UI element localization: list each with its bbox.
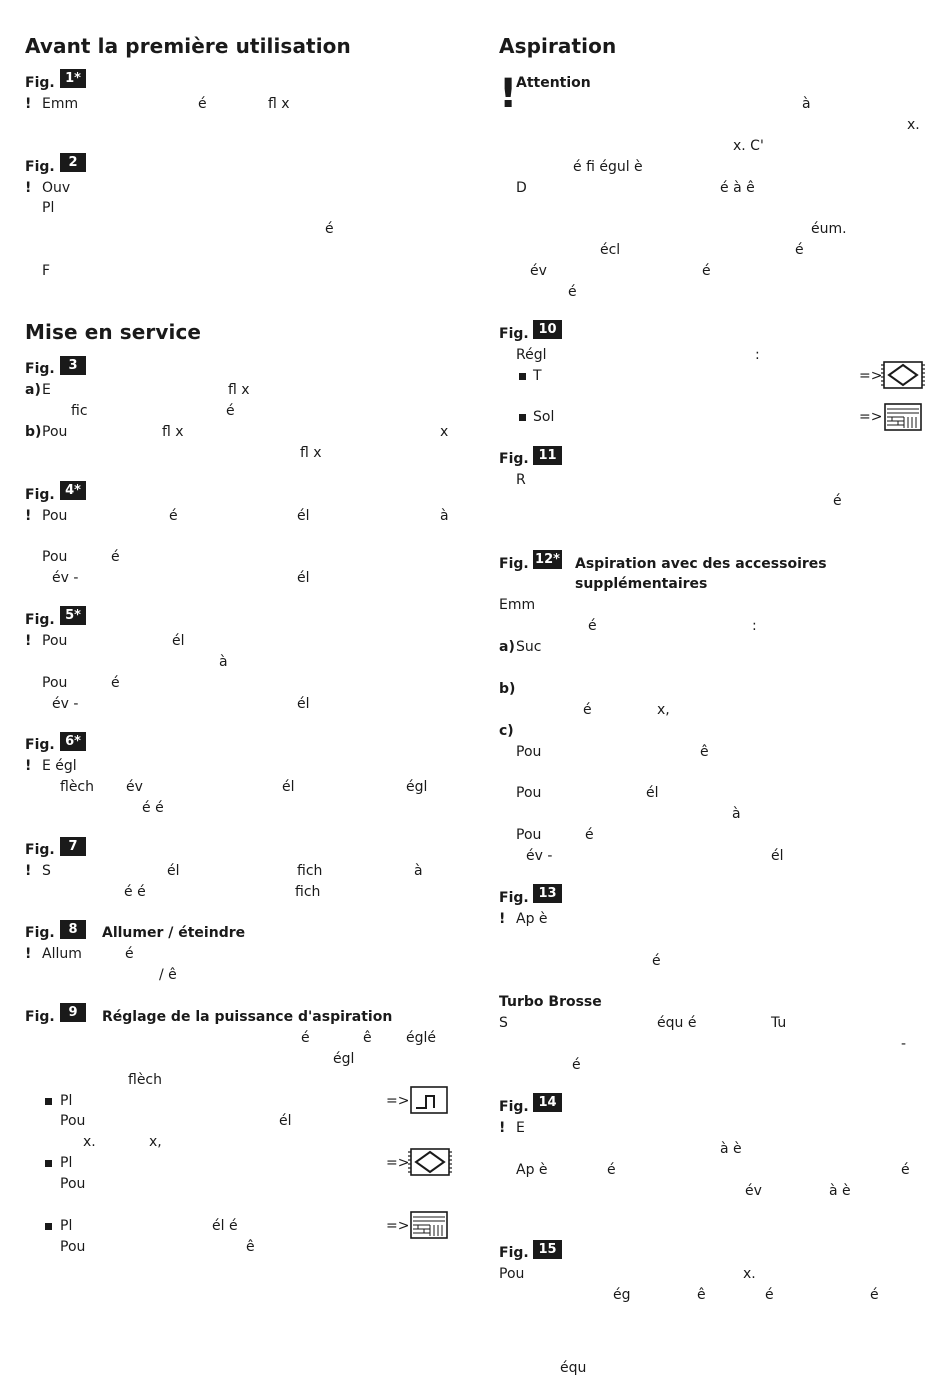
text-fragment: é: [572, 1057, 581, 1073]
text-fragment: é: [833, 493, 842, 509]
fig-number-8: 8: [60, 920, 86, 939]
warning-mark: !: [25, 758, 32, 774]
warning-mark: !: [499, 1120, 506, 1136]
item-c: c): [499, 723, 514, 739]
text-fragment: fl x: [268, 96, 290, 112]
text-fragment: S: [42, 863, 51, 879]
text-fragment: fich: [297, 863, 323, 879]
heading-mise-en-service: Mise en service: [25, 320, 202, 344]
text-fragment: égl: [406, 779, 428, 795]
fig-label: Fig.: [499, 326, 529, 342]
text-fragment: fich: [295, 884, 321, 900]
text-fragment: S: [499, 1015, 508, 1031]
item-a: a): [499, 639, 515, 655]
text-fragment: =>: [386, 1218, 410, 1234]
text-fragment: Tu: [771, 1015, 787, 1031]
text-fragment: équ é: [657, 1015, 697, 1031]
bullet: [45, 1098, 52, 1105]
text-fragment: é: [585, 827, 594, 843]
fig-label: Fig.: [25, 1009, 55, 1025]
text-fragment: Pou: [516, 785, 542, 801]
fig-label: Fig.: [499, 556, 529, 572]
text-fragment: écl: [600, 242, 621, 258]
text-fragment: é: [325, 221, 334, 237]
fig12-title-cont: supplémentaires: [575, 576, 708, 592]
text-fragment: é: [169, 508, 178, 524]
text-fragment: év -: [52, 570, 79, 586]
fig-number-15: 15: [533, 1240, 562, 1259]
text-fragment: x,: [657, 702, 670, 718]
text-fragment: à è: [829, 1183, 851, 1199]
text-fragment: x,: [149, 1134, 162, 1150]
text-fragment: fl x: [300, 445, 322, 461]
text-fragment: Emm: [499, 597, 536, 613]
text-fragment: Pl: [42, 200, 55, 216]
text-fragment: él: [646, 785, 659, 801]
text-fragment: é: [226, 403, 235, 419]
text-fragment: flèch: [128, 1072, 163, 1088]
text-fragment: é: [765, 1287, 774, 1303]
text-fragment: à: [802, 96, 811, 112]
text-fragment: =>: [859, 409, 883, 425]
text-fragment: équ: [560, 1360, 587, 1376]
text-fragment: x: [440, 424, 449, 440]
fig-number-9: 9: [60, 1003, 86, 1022]
text-fragment: é: [301, 1030, 310, 1046]
text-fragment: él: [172, 633, 185, 649]
fig-label: Fig.: [499, 1245, 529, 1261]
text-fragment: Pou: [42, 549, 68, 565]
text-fragment: Ouv: [42, 180, 71, 196]
warning-mark: !: [25, 863, 32, 879]
fig-label: Fig.: [25, 612, 55, 628]
text-fragment: :: [752, 618, 757, 634]
fig-number-12: 12*: [533, 550, 562, 569]
text-fragment: fl x: [228, 382, 250, 398]
text-fragment: Pou: [516, 744, 542, 760]
text-fragment: ég: [613, 1287, 631, 1303]
text-fragment: x.: [83, 1134, 96, 1150]
fig-label: Fig.: [499, 451, 529, 467]
fig-number-3: 3: [60, 356, 86, 375]
fig-number-13: 13: [533, 884, 562, 903]
text-fragment: =>: [859, 368, 883, 384]
text-fragment: Pl: [60, 1093, 73, 1109]
fig-label: Fig.: [25, 361, 55, 377]
turbo-brosse-heading: Turbo Brosse: [499, 994, 602, 1010]
warning-mark: !: [25, 633, 32, 649]
fig-number-2: 2: [60, 153, 86, 172]
text-fragment: ê: [700, 744, 709, 760]
text-fragment: Pou: [499, 1266, 525, 1282]
warning-mark: !: [25, 180, 32, 196]
text-fragment: é: [568, 284, 577, 300]
fig-number-10: 10: [533, 320, 562, 339]
text-fragment: év: [126, 779, 143, 795]
warning-mark: !: [499, 911, 506, 927]
item-b: b): [499, 681, 516, 697]
fig-label: Fig.: [499, 890, 529, 906]
text-fragment: E: [42, 382, 51, 398]
fig8-title: Allumer / éteindre: [102, 925, 246, 941]
text-fragment: :: [755, 347, 760, 363]
text-fragment: E: [516, 1120, 525, 1136]
fig-label: Fig.: [499, 1099, 529, 1115]
text-fragment: à: [219, 654, 228, 670]
max-power-icon: [410, 1086, 448, 1114]
text-fragment: T: [533, 368, 542, 384]
bullet: [45, 1223, 52, 1230]
text-fragment: él: [282, 779, 295, 795]
fig-number-4: 4*: [60, 481, 86, 500]
text-fragment: él: [279, 1113, 292, 1129]
text-fragment: é fi égul è: [573, 159, 643, 175]
text-fragment: Pl: [60, 1155, 73, 1171]
fig9-title: Réglage de la puissance d'aspiration: [102, 1009, 393, 1025]
text-fragment: Pl: [60, 1218, 73, 1234]
text-fragment: él: [297, 508, 310, 524]
text-fragment: Sol: [533, 409, 555, 425]
text-fragment: Pou: [42, 633, 68, 649]
text-fragment: à: [440, 508, 449, 524]
text-fragment: él: [167, 863, 180, 879]
item-a: a): [25, 382, 41, 398]
text-fragment: é: [111, 549, 120, 565]
text-fragment: Ap è: [516, 911, 548, 927]
text-fragment: Régl: [516, 347, 547, 363]
text-fragment: Pou: [60, 1176, 86, 1192]
hard-floor-icon: [884, 403, 922, 431]
text-fragment: E égl: [42, 758, 77, 774]
text-fragment: é: [870, 1287, 879, 1303]
fig-number-14: 14: [533, 1093, 562, 1112]
text-fragment: é: [588, 618, 597, 634]
fig-number-11: 11: [533, 446, 562, 465]
text-fragment: x.: [743, 1266, 756, 1282]
attention-icon: !: [499, 71, 518, 117]
text-fragment: x. C': [733, 138, 764, 154]
text-fragment: é: [111, 675, 120, 691]
carpet-icon: [408, 1148, 452, 1176]
item-b: b): [25, 424, 42, 440]
text-fragment: fl x: [162, 424, 184, 440]
text-fragment: év: [530, 263, 547, 279]
fig-label: Fig.: [25, 737, 55, 753]
text-fragment: ê: [246, 1239, 255, 1255]
text-fragment: ê: [697, 1287, 706, 1303]
text-fragment: él: [771, 848, 784, 864]
warning-mark: !: [25, 508, 32, 524]
text-fragment: é: [652, 953, 661, 969]
text-fragment: à: [414, 863, 423, 879]
text-fragment: Pou: [60, 1113, 86, 1129]
warning-mark: !: [25, 96, 32, 112]
text-fragment: D: [516, 180, 527, 196]
text-fragment: flèch: [60, 779, 95, 795]
warning-mark: !: [25, 946, 32, 962]
attention-title: Attention: [516, 75, 591, 91]
text-fragment: F: [42, 263, 51, 279]
fig-label: Fig.: [25, 925, 55, 941]
text-fragment: à è: [720, 1141, 742, 1157]
hard-floor-icon: [410, 1211, 448, 1239]
text-fragment: =>: [386, 1093, 410, 1109]
bullet: [45, 1160, 52, 1167]
bullet: [519, 373, 526, 380]
text-fragment: Pou: [60, 1239, 86, 1255]
fig-number-5: 5*: [60, 606, 86, 625]
text-fragment: ê: [363, 1030, 372, 1046]
text-fragment: él: [297, 696, 310, 712]
text-fragment: é à ê: [720, 180, 755, 196]
fig-label: Fig.: [25, 75, 55, 91]
text-fragment: Pou: [42, 508, 68, 524]
text-fragment: él: [297, 570, 310, 586]
fig-label: Fig.: [25, 487, 55, 503]
text-fragment: -: [901, 1036, 907, 1052]
text-fragment: / ê: [159, 967, 177, 983]
text-fragment: x.: [907, 117, 920, 133]
fig-number-1: 1*: [60, 69, 86, 88]
text-fragment: év: [745, 1183, 762, 1199]
text-fragment: =>: [386, 1155, 410, 1171]
text-fragment: é é: [124, 884, 146, 900]
text-fragment: é: [607, 1162, 616, 1178]
text-fragment: Suc: [516, 639, 542, 655]
text-fragment: é: [583, 702, 592, 718]
text-fragment: éum.: [811, 221, 847, 237]
text-fragment: é: [125, 946, 134, 962]
text-fragment: à: [732, 806, 741, 822]
text-fragment: él é: [212, 1218, 238, 1234]
bullet: [519, 414, 526, 421]
fig12-title: Aspiration avec des accessoires: [575, 556, 827, 572]
heading-avant-premiere-utilisation: Avant la première utilisation: [25, 34, 351, 58]
text-fragment: é: [702, 263, 711, 279]
carpet-icon: [881, 361, 925, 389]
text-fragment: égl: [333, 1051, 355, 1067]
text-fragment: Allum: [42, 946, 82, 962]
text-fragment: é: [901, 1162, 910, 1178]
fig-number-7: 7: [60, 837, 86, 856]
fig-number-6: 6*: [60, 732, 86, 751]
text-fragment: Ap è: [516, 1162, 548, 1178]
text-fragment: é: [198, 96, 207, 112]
text-fragment: Pou: [516, 827, 542, 843]
text-fragment: é é: [142, 800, 164, 816]
fig-label: Fig.: [25, 842, 55, 858]
text-fragment: Emm: [42, 96, 79, 112]
text-fragment: Pou: [42, 675, 68, 691]
text-fragment: fic: [71, 403, 88, 419]
text-fragment: év -: [52, 696, 79, 712]
heading-aspiration: Aspiration: [499, 34, 617, 58]
text-fragment: év -: [526, 848, 553, 864]
text-fragment: Pou: [42, 424, 68, 440]
fig-label: Fig.: [25, 159, 55, 175]
text-fragment: é: [795, 242, 804, 258]
text-fragment: églé: [406, 1030, 437, 1046]
text-fragment: R: [516, 472, 526, 488]
